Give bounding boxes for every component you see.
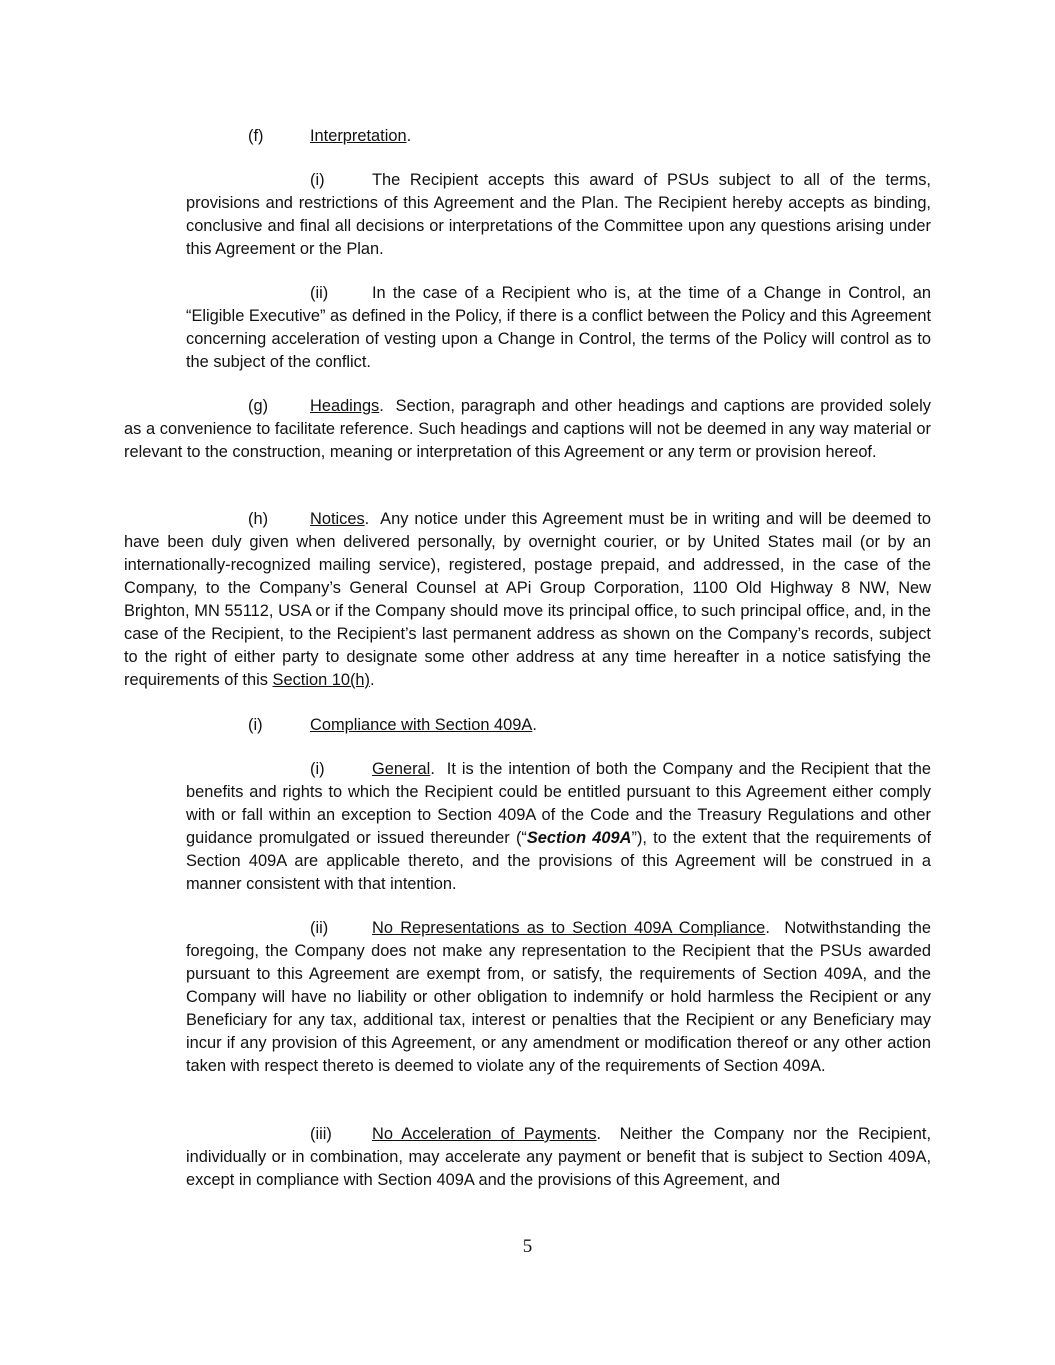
section-f-heading [248,125,411,148]
section-409a-defined-term: Section 409A [526,829,632,847]
section-i-i-title: General [372,760,431,778]
section-g-title: Headings [310,397,380,415]
section-h-end-period: . [370,671,375,689]
section-i-iii-title: No Acceleration of Payments [372,1125,597,1143]
section-g-number: (g) [248,397,269,415]
section-i-i-number: (i) [310,760,325,778]
section-g-paragraph [124,395,931,464]
section-i-ii-text: Notwithstanding the foregoing, the Company does not make any representation to the Recipient that the PSUs awarded pursuant to this Agreement are exempt from, or satisfy, the requirements of Section 409A, and the Company will have no liability or other obligation to indemnify or hold harmless the Recipient or any Beneficiary for any tax, additional tax, interest or penalties that the Recipient or any Beneficiary may incur if any provision of this Agreement, or any amendment or modification thereof or any other action taken with respect thereto is deemed to violate any of the requirements of Section 409A. [186,919,932,1075]
section-i-iii-period: . [596,1125,602,1143]
section-f-period: . [406,127,412,145]
section-i-iii-text: Neither the Company nor the Recipient, individually or in combination, may accelerate any payment or benefit that is subject to Section 409A, except in compliance with Section 409A and the provisions of this Agreement, and [186,1125,932,1189]
section-f-title: Interpretation [310,127,407,145]
section-f-ii-text: In the case of a Recipient who is, at the time of a Change in Control, an “Eligible Executive” as defined in the Policy, if there is a conflict between the Policy and this Agreement concerning acceleration of vesting upon a Change in Control, the terms of the Policy will control as to the subject of the conflict. [186,284,931,371]
section-i-iii-paragraph [186,1123,931,1192]
section-i-number: (i) [248,716,263,734]
section-i-heading [248,714,537,737]
section-i-ii-number: (ii) [310,919,329,937]
section-h-title: Notices [310,510,365,528]
section-h-text: Any notice under this Agreement must be in writing and will be deemed to have been duly given when delivered personally, by overnight courier, or by United States mail (or by an internationally-recognized mailing service), registered, postage prepaid, and addressed, in the case of the Company, to the Company’s General Counsel at APi Group Corporation, 1100 Old Highway 8 NW, New Brighton, MN 55112, USA or if the Company should move its principal office, to such principal office, and, in the case of the Recipient, to the Recipient’s last permanent address as shown on the Company’s records, subject to the right of either party to designate some other address at any time hereafter in a notice satisfying the requirements of this [124,510,931,689]
section-h-number: (h) [248,510,269,528]
section-i-period: . [532,716,537,734]
section-i-ii-period: . [765,919,770,937]
section-i-i-period: . [430,760,435,778]
section-f-ii-number: (ii) [310,284,329,302]
page-number: 5 [522,1236,533,1257]
section-i-i-text-2: ”), to the extent that the requirements of Section 409A are applicable thereto, and the provisions of this Agreement will be construed in a manner consistent with that intention. [186,829,931,893]
section-i-i-paragraph [186,758,931,896]
section-i-ii-title: No Representations as to Section 409A Compliance [372,919,766,937]
section-g-text: Section, paragraph and other headings and captions are provided solely as a convenience to facilitate reference. Such headings and captions will not be deemed in any way material or relevant to the construction, meaning or interpretation of this Agreement or any term or provision hereof. [124,397,931,461]
section-i-i-text-1: It is the intention of both the Company and the Recipient that the benefits and rights to which the Recipient could be entitled pursuant to this Agreement either comply with or fall within an exception to Section 409A of the Code and the Treasury Regulations and other guidance promulgated or issued thereunder (“ [186,760,931,847]
section-10h-reference: Section 10(h) [272,671,371,689]
section-f-i-number: (i) [310,171,325,189]
section-h-paragraph [124,508,931,692]
section-i-title: Compliance with Section 409A [310,716,533,734]
section-i-ii-paragraph [186,917,931,1078]
section-f-ii-paragraph [186,282,931,374]
section-g-period: . [379,397,384,415]
section-h-period: . [364,510,370,528]
section-i-iii-number: (iii) [310,1125,332,1143]
section-f-number: (f) [248,127,264,145]
section-f-i-paragraph [186,169,931,261]
section-f-i-text: The Recipient accepts this award of PSUs subject to all of the terms, provisions and restrictions of this Agreement and the Plan. The Recipient hereby accepts as binding, conclusive and final all decisions or interpretations of the Committee upon any questions arising under this Agreement or the Plan. [186,171,931,258]
